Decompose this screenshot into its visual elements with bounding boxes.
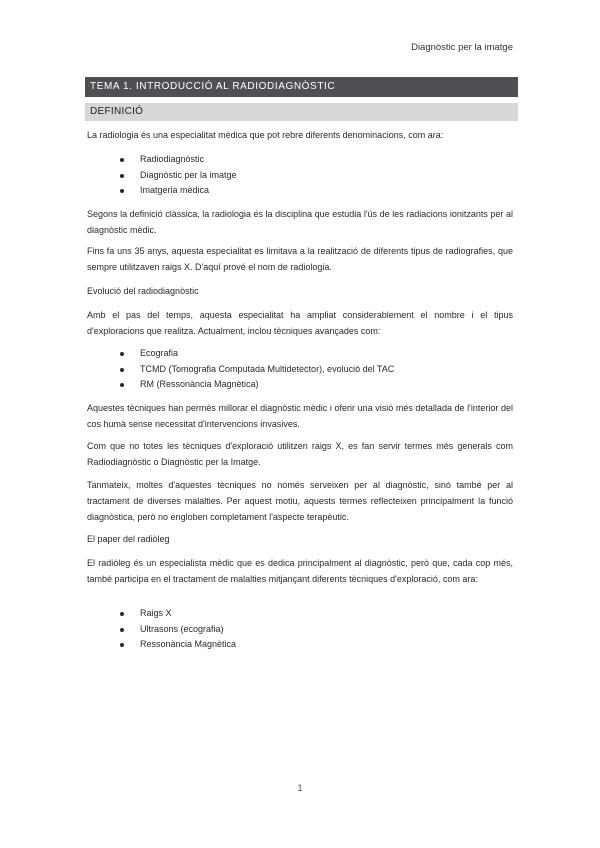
paragraph-evolucio: Amb el pas del temps, aquesta especialitat ha ampliat considerablement el nombre i el tipus d'exploracions que realitza. Actualment, inclou tècniques avançades com: <box>87 310 513 336</box>
list-item: Diagnòstic per la imatge <box>120 168 237 184</box>
bullet-icon <box>120 352 124 356</box>
list-item: RM (Ressonància Magnètica) <box>120 377 394 393</box>
bullet-icon <box>120 368 124 372</box>
bullet-icon <box>120 158 124 162</box>
list-denominacions <box>120 152 237 199</box>
paragraph-tractament: Tanmateix, moltes d'aquestes tècniques no només serveixen per al diagnòstic, sinó també per al tractament de diverses malalties. Per aquest motiu, aquests termes reflecteixen principalment la funció diagnòstica, però no engloben completament l'aspecte terapèutic. <box>87 480 513 522</box>
list-tecniques <box>120 346 394 393</box>
page-number: 1 <box>297 783 303 793</box>
list-item: Ecografia <box>120 346 394 362</box>
paragraph-millores: Aquestes tècniques han permès millorar el diagnòstic mèdic i oferir una visió més detallada de l'interior del cos humà sense necessitat d'intervencions invasives. <box>87 403 513 429</box>
paragraph-historia: Fins fa uns 35 anys, aquesta especialitat es limitava a la realització de diferents tipus de radiografies, que sempre utilitzaven raigs X. D'aquí prové el nom de radiologia. <box>87 246 513 272</box>
paragraph-radioleg: El radiòleg és un especialista mèdic que es dedica principalment al diagnòstic, però que, cada cop més, també participa en el tractament de malalties mitjançant diferents tècniques d'exploració, com ara: <box>87 558 513 584</box>
list-item: Ultrasons (ecografia) <box>120 622 236 638</box>
bullet-icon <box>120 189 124 193</box>
paragraph-definicio-classica: Segons la definició clàssica, la radiologia és la disciplina que estudia l'ús de les radiacions ionitzants per al diagnòstic mèdic. <box>87 209 513 235</box>
paragraph-termes: Com que no totes les tècniques d'exploració utilitzen raigs X, es fan servir termes més generals com Radiodiagnòstic o Diagnòstic per la Imatge. <box>87 441 513 467</box>
list-item: Ressonància Magnètica <box>120 637 236 653</box>
bullet-icon <box>120 628 124 632</box>
bullet-icon <box>120 643 124 647</box>
list-exploracions <box>120 606 236 653</box>
bullet-icon <box>120 174 124 178</box>
section-title-bar: TEMA 1. INTRODUCCIÓ AL RADIODIAGNÒSTIC <box>85 77 518 97</box>
bullet-icon <box>120 612 124 616</box>
subsection-title-bar: DEFINICIÓ <box>85 103 518 121</box>
paragraph-intro: La radiologia és una especialitat mèdica que pot rebre diferents denominacions, com ara: <box>87 130 444 140</box>
list-item: TCMD (Tomografia Computada Multidetector), evolució del TAC <box>120 362 394 378</box>
list-item: Radiodiagnòstic <box>120 152 237 168</box>
list-item: Raigs X <box>120 606 236 622</box>
heading-paper-radioleg: El paper del radiòleg <box>87 534 170 544</box>
bullet-icon <box>120 383 124 387</box>
list-item: Imatgeria mèdica <box>120 183 237 199</box>
running-header: Diagnòstic per la imatge <box>411 42 513 53</box>
heading-evolucio: Evolució del radiodiagnòstic <box>87 286 199 296</box>
